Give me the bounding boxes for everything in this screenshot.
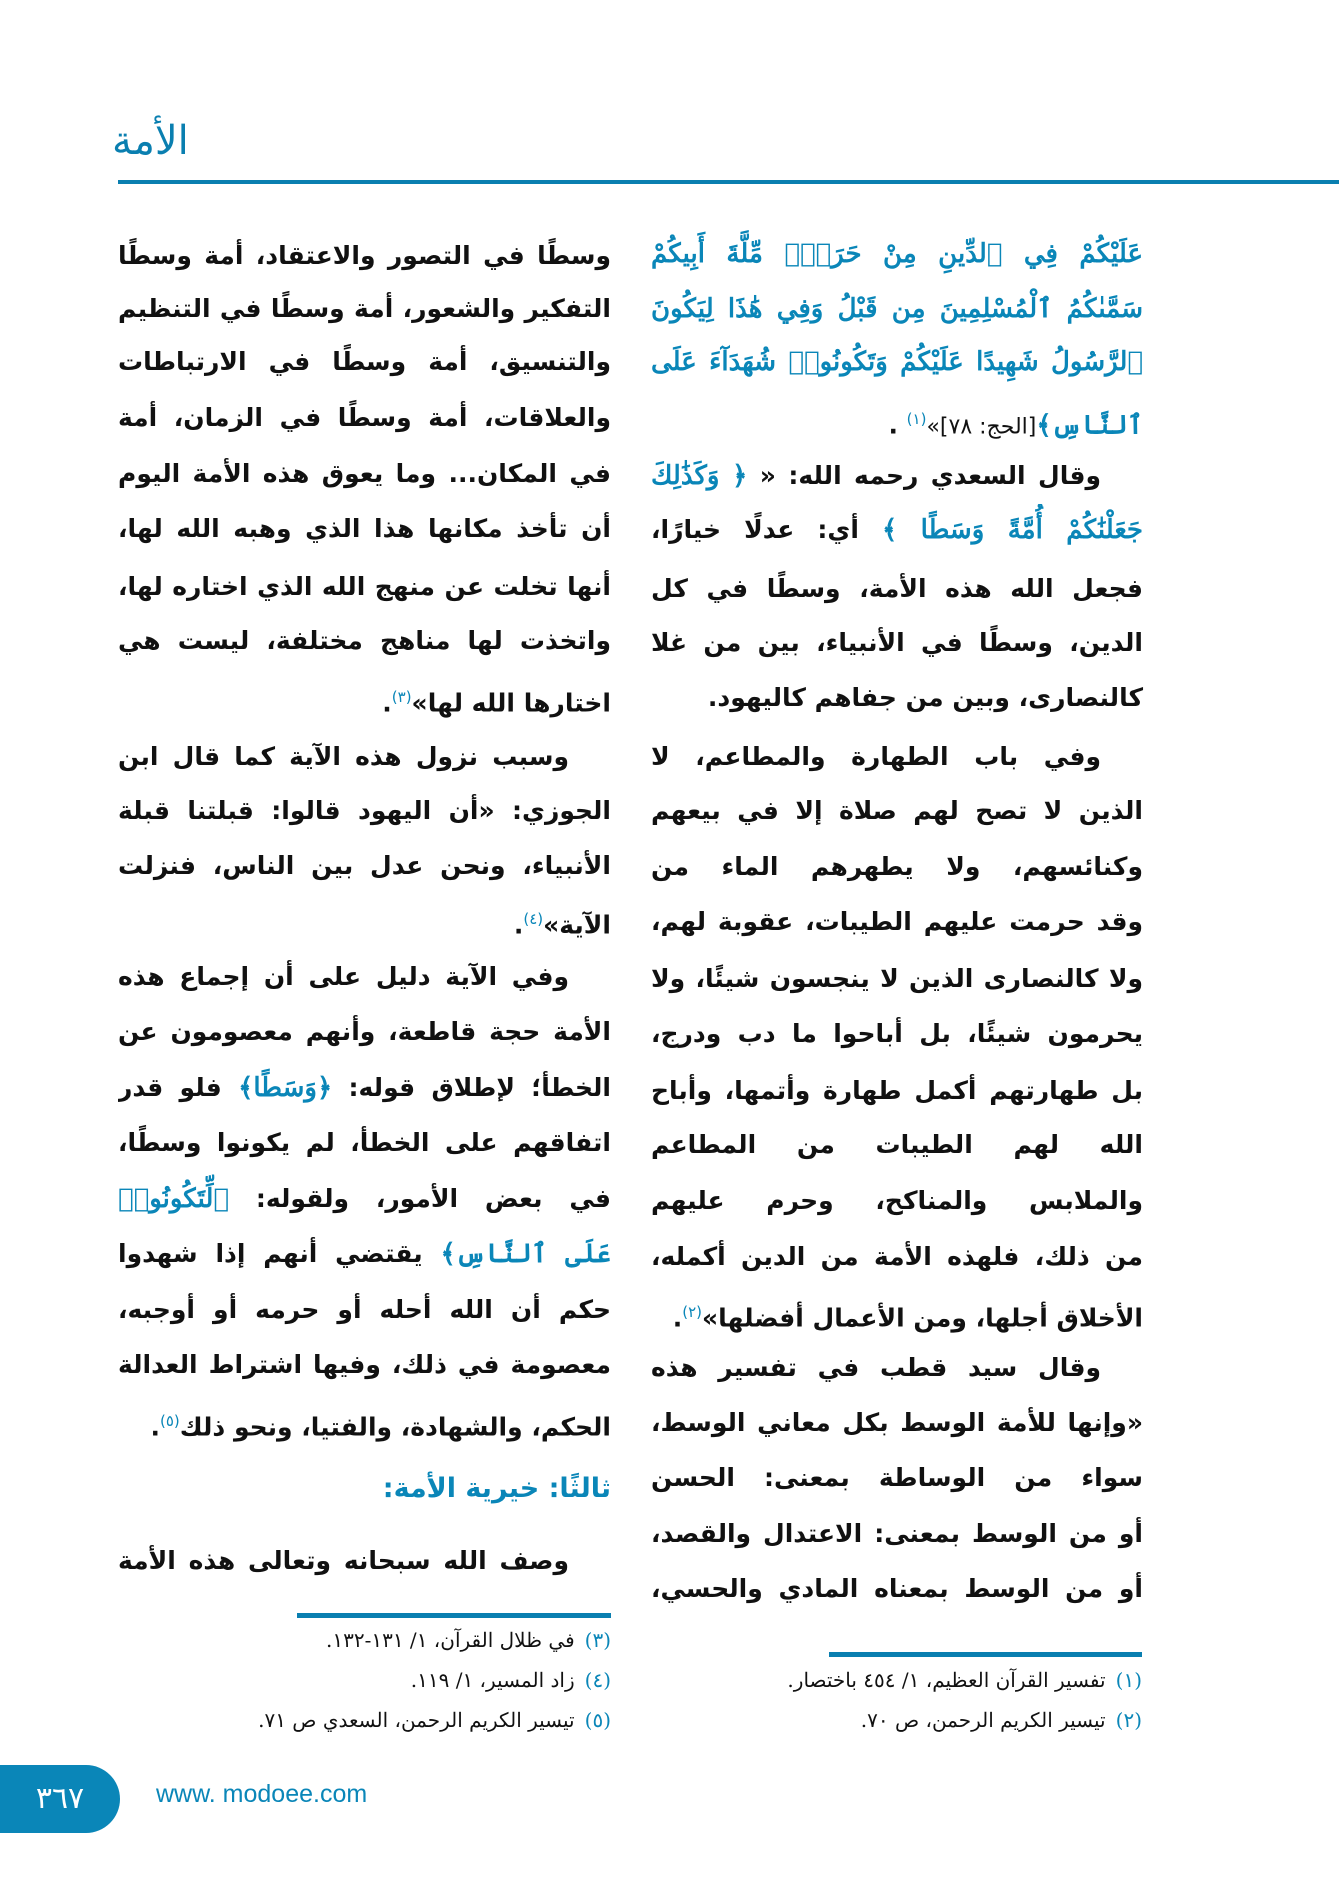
footnote-reference: (٢)	[682, 1303, 703, 1321]
header-rule	[118, 180, 1339, 184]
footnote-number: (١)	[1115, 1668, 1142, 1692]
body-text: والعلاقات، أمة وسطًا في الزمان، أمة	[118, 403, 611, 432]
text-line	[118, 1173, 611, 1225]
text-line	[651, 1563, 1143, 1615]
text-line	[118, 230, 611, 282]
quran-verse-text: ﴿ وَكَذَٰلِكَ	[651, 461, 748, 491]
quran-verse-text: ٱلرَّسُولُ شَهِيدًا عَلَيْكُمْ وَتَكُونُوا۟ شُهَدَآءَ عَلَى	[651, 347, 1143, 377]
section-heading: ثالثًا: خيرية الأمة:	[382, 1473, 611, 1504]
text-line	[118, 1062, 611, 1114]
quran-verse-text: عَلَيْكُمْ فِي ٱلدِّينِ مِنْ حَرَجٍۚ مِّلَّةَ أَبِيكُمْ	[651, 239, 1143, 269]
text-line	[118, 1535, 611, 1587]
text-line	[651, 504, 1143, 556]
text-line	[118, 1395, 611, 1447]
text-line	[118, 1463, 611, 1515]
text-line	[118, 283, 611, 335]
body-text: الله لهم الطيبات من المطاعم	[651, 1130, 1143, 1159]
body-text: الآية»	[543, 910, 611, 940]
footnote-rule-left	[297, 1613, 611, 1618]
text-line	[651, 731, 1143, 783]
body-text: وسبب نزول هذه الآية كما قال ابن	[118, 742, 569, 771]
body-text: في بعض الأمور، ولقوله:	[229, 1184, 611, 1213]
body-text: وصف الله سبحانه وتعالى هذه الأمة	[118, 1546, 569, 1575]
website-link[interactable]: www. modoee.com	[156, 1780, 368, 1808]
body-text: وفي الآية دليل على أن إجماع هذه	[118, 962, 569, 991]
text-line	[651, 1065, 1143, 1117]
body-text: اتفاقهم على الخطأ، لم يكونوا وسطًا،	[118, 1128, 611, 1157]
body-text: كالنصارى، وبين من جفاهم كاليهود.	[707, 683, 1143, 712]
body-text: والملابس والمناكح، وحرم عليهم	[651, 1186, 1143, 1215]
footnote-text: تيسير الكريم الرحمن، ص ٧٠.	[860, 1708, 1106, 1732]
text-line	[651, 1175, 1143, 1227]
body-text: فلو قدر	[118, 1073, 239, 1102]
text-line	[651, 841, 1143, 893]
body-text: .	[513, 910, 524, 940]
body-text: يحرمون شيئًا، بل أباحوا ما دب ودرج،	[651, 1019, 1143, 1048]
body-text: حكم أن الله أحله أو حرمه أو أوجبه،	[118, 1295, 611, 1324]
text-line	[118, 1228, 611, 1280]
text-line	[118, 392, 611, 444]
quran-verse-text: سَمَّىٰكُمُ ٱلْمُسْلِمِينَ مِن قَبْلُ وَفِي هَٰذَا لِيَكُونَ	[651, 294, 1143, 324]
body-text: سواء من الوساطة بمعنى: الحسن	[651, 1463, 1143, 1492]
text-line	[651, 1119, 1143, 1171]
body-text: وكنائسهم، ولا يطهرهم الماء من	[651, 852, 1143, 881]
page-number-badge: ٣٦٧	[0, 1765, 120, 1833]
text-line	[118, 336, 611, 388]
text-line	[118, 615, 611, 667]
footnote-1	[787, 1668, 1142, 1692]
body-text: في المكان... وما يعوق هذه الأمة اليوم	[118, 459, 611, 488]
body-text: الذين لا تصح لهم صلاة إلا في بيعهم	[651, 796, 1143, 825]
body-text: يقتضي أنهم إذا شهدوا	[118, 1239, 423, 1268]
body-text: «وإنها للأمة الوسط بكل معاني الوسط،	[651, 1408, 1143, 1437]
body-text: أو من الوسط بمعناه المادي والحسي،	[651, 1574, 1143, 1603]
body-text: الخطأ؛ لإطلاق قوله:	[332, 1073, 611, 1102]
body-text: أو من الوسط بمعنى: الاعتدال والقصد،	[651, 1519, 1143, 1548]
footnote-2	[861, 1708, 1142, 1732]
footnote-4	[411, 1668, 611, 1692]
quran-verse-text: ٱلنَّاسِ﴾	[1036, 410, 1143, 441]
footnote-reference: (١)	[906, 410, 927, 428]
body-text: وقال سيد قطب في تفسير هذه	[651, 1353, 1101, 1382]
text-line	[118, 561, 611, 613]
body-text: .	[888, 410, 907, 440]
text-line	[651, 896, 1143, 948]
body-text: الأمة حجة قاطعة، وأنهم معصومون عن	[118, 1017, 611, 1046]
footnote-number: (٥)	[584, 1708, 611, 1732]
text-line	[651, 563, 1143, 615]
body-text: الأنبياء، ونحن عدل بين الناس، فنزلت	[118, 851, 611, 880]
text-line	[118, 785, 611, 837]
quran-verse-text: ﴿وَسَطًا﴾	[238, 1073, 333, 1103]
body-text: اختارها الله لها»	[411, 688, 611, 718]
text-line	[118, 893, 611, 945]
body-text: .	[150, 1412, 160, 1442]
text-line	[118, 951, 611, 1003]
body-text: معصومة في ذلك، وفيها اشتراط العدالة	[118, 1350, 611, 1379]
text-line	[651, 450, 1143, 502]
running-header-title: الأمة	[112, 118, 189, 164]
footnote-text: تفسير القرآن العظيم، ١/ ٤٥٤ باختصار.	[787, 1668, 1106, 1692]
body-text: أنها تخلت عن منهج الله الذي اختاره لها،	[118, 572, 611, 601]
footnote-number: (٣)	[584, 1628, 611, 1652]
text-line	[118, 1117, 611, 1169]
quran-verse-text: ﴿لِّتَكُونُوا۟	[118, 1184, 230, 1214]
text-line	[651, 1008, 1143, 1060]
text-line	[118, 503, 611, 555]
quran-verse-text: عَلَى ٱلنَّاسِ﴾	[440, 1239, 611, 1269]
body-text: أن تأخذ مكانها هذا الذي وهبه الله لها،	[118, 514, 611, 543]
body-text: أي: عدلًا خيارًا،	[651, 515, 882, 544]
footnote-reference: (٣)	[391, 688, 412, 706]
footnote-rule-right	[829, 1652, 1142, 1657]
body-text: وفي باب الطهارة والمطاعم، لا	[651, 742, 1101, 771]
body-text: وقد حرمت عليهم الطيبات، عقوبة لهم،	[651, 907, 1143, 936]
body-text: .	[672, 1303, 683, 1333]
body-text: الدين، وسطًا في الأنبياء، بين من غلا	[651, 628, 1143, 657]
text-line	[651, 1231, 1143, 1283]
body-text: الحكم، والشهادة، والفتيا، ونحو ذلك	[179, 1412, 611, 1442]
text-line	[651, 1452, 1143, 1504]
body-text: وسطًا في التصور والاعتقاد، أمة وسطًا	[118, 241, 611, 270]
body-text: واتخذت لها مناهج مختلفة، ليست هي	[118, 626, 611, 655]
body-text: [الحج: ٧٨]»	[926, 414, 1037, 440]
body-text: وقال السعدي رحمه الله: «	[747, 461, 1101, 490]
text-line	[118, 840, 611, 892]
text-line	[651, 393, 1143, 445]
text-line	[118, 448, 611, 500]
text-line	[651, 953, 1143, 1005]
body-text: والتنسيق، أمة وسطًا في الارتباطات	[118, 347, 611, 376]
body-text: الجوزي: «أن اليهود قالوا: قبلتنا قبلة	[118, 796, 611, 825]
footnote-reference: (٥)	[159, 1412, 180, 1430]
text-line	[651, 1342, 1143, 1394]
body-text: التفكير والشعور، أمة وسطًا في التنظيم	[118, 294, 611, 323]
text-line	[118, 1006, 611, 1058]
body-text: الأخلاق أجلها، ومن الأعمال أفضلها»	[702, 1303, 1143, 1333]
text-line	[651, 1397, 1143, 1449]
body-text: ولا كالنصارى الذين لا ينجسون شيئًا، ولا	[651, 964, 1143, 993]
text-line	[651, 785, 1143, 837]
body-text: فجعل الله هذه الأمة، وسطًا في كل	[651, 574, 1143, 603]
text-line	[651, 1286, 1143, 1338]
footnote-number: (٢)	[1115, 1708, 1142, 1732]
footnote-number: (٤)	[584, 1668, 611, 1692]
text-line	[651, 228, 1143, 280]
text-line	[651, 672, 1143, 724]
text-line	[118, 731, 611, 783]
footnote-reference: (٤)	[523, 910, 544, 928]
body-text: بل طهارتهم أكمل طهارة وأتمها، وأباح	[651, 1076, 1143, 1105]
text-line	[651, 617, 1143, 669]
footnote-3	[326, 1628, 611, 1652]
footnote-text: زاد المسير، ١/ ١١٩.	[410, 1668, 575, 1692]
text-line	[118, 671, 611, 723]
text-line	[651, 1508, 1143, 1560]
text-line	[118, 1284, 611, 1336]
footnote-text: في ظلال القرآن، ١/ ١٣١-١٣٢.	[325, 1628, 575, 1652]
body-text: من ذلك، فلهذه الأمة من الدين أكمله،	[651, 1242, 1143, 1271]
footnote-text: تيسير الكريم الرحمن، السعدي ص ٧١.	[258, 1708, 575, 1732]
body-text: .	[382, 688, 392, 718]
footnote-5	[258, 1708, 611, 1732]
text-line	[651, 336, 1143, 388]
text-line	[118, 1339, 611, 1391]
text-line	[651, 283, 1143, 335]
quran-verse-text: جَعَلْنَٰكُمْ أُمَّةً وَسَطًا ﴾	[882, 515, 1143, 545]
